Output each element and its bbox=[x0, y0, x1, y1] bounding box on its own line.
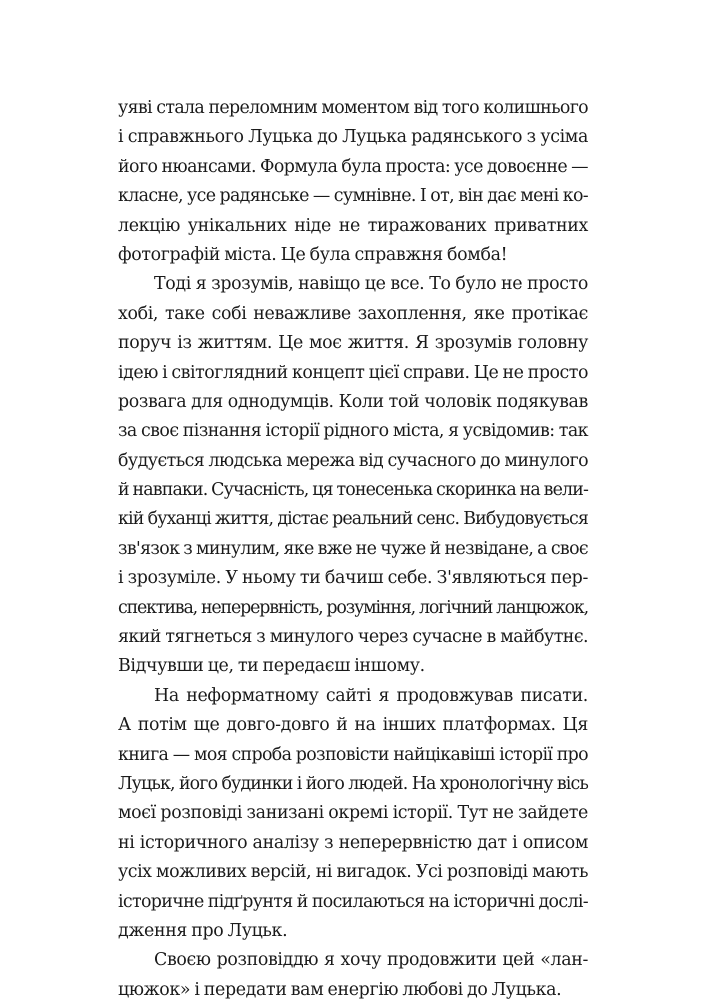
paragraph-4 bbox=[118, 946, 588, 1005]
text-line: На неформатному сайті я продовжував писати. bbox=[154, 685, 588, 706]
text-line: і справжнього Луцька до Луцька радянського з усіма bbox=[118, 127, 588, 148]
text-line: книга — моя спроба розповісти найцікавіші історії про bbox=[118, 744, 588, 765]
text-line: ідею і світоглядний концепт цієї справи. Це не просто bbox=[118, 362, 588, 383]
text-line: усіх можливих версій, ні вигадок. Усі розповіді мають bbox=[118, 862, 588, 883]
text-line: Луцьк, його будинки і його людей. На хронологічну вісь bbox=[118, 773, 588, 794]
text-line: дження про Луцьк. bbox=[118, 920, 288, 941]
text-line: будується людська мережа від сучасного до минулого bbox=[118, 450, 588, 471]
text-line: який тягнеться з минулого через сучасне в майбутнє. bbox=[118, 627, 588, 648]
text-line: фотографій міста. Це була справжня бомба! bbox=[118, 244, 508, 265]
paragraph-1 bbox=[118, 94, 588, 270]
text-line: історичне підґрунтя й посилаються на історичні дослі- bbox=[118, 891, 588, 912]
text-line: Своєю розповіддю я хочу продовжити цей «лан- bbox=[154, 950, 588, 971]
text-line: його нюансами. Формула була проста: усе довоєнне — bbox=[118, 156, 588, 177]
text-line: спектива, неперервність, розуміння, логічний ланцюжок, bbox=[118, 597, 588, 618]
text-line: уяві стала переломним моментом від того колишнього bbox=[118, 98, 588, 118]
text-line: Тоді я зрозумів, навіщо це все. То було не просто bbox=[154, 274, 588, 295]
body-text bbox=[118, 94, 588, 1005]
text-line: моєї розповіді занизані окремі історії. Тут не зайдете bbox=[118, 803, 588, 824]
text-line: й навпаки. Сучасність, ця тонесенька скоринка на вели- bbox=[118, 480, 588, 501]
text-line: ні історичного аналізу з неперервністю дат і описом bbox=[118, 832, 588, 853]
text-line: лекцію унікальних ніде не тиражованих приватних bbox=[118, 215, 588, 236]
paragraph-3 bbox=[118, 682, 588, 947]
text-line: зв'язок з минулим, яке вже не чуже й незвідане, а своє bbox=[118, 538, 588, 559]
text-line: і зрозуміле. У ньому ти бачиш себе. З'являються пер- bbox=[118, 568, 588, 589]
text-line: класне, усе радянське — сумнівне. І от, він дає мені ко- bbox=[118, 186, 588, 207]
text-line: розвага для однодумців. Коли той чоловік подякував bbox=[118, 391, 588, 412]
paragraph-2 bbox=[118, 270, 588, 681]
text-line: цюжок» і передати вам енергію любові до Луцька. bbox=[118, 979, 562, 1000]
text-line: хобі, таке собі неважливе захоплення, яке протікає bbox=[118, 303, 588, 324]
text-line: за своє пізнання історії рідного міста, я усвідомив: так bbox=[118, 421, 588, 442]
text-line: кій буханці життя, дістає реальний сенс. Вибудовується bbox=[118, 509, 588, 530]
text-line: Відчувши це, ти передаєш іншому. bbox=[118, 656, 425, 677]
text-line: поруч із життям. Це моє життя. Я зрозумів головну bbox=[118, 333, 588, 354]
text-line: А потім ще довго-довго й на інших платформах. Ця bbox=[118, 715, 588, 736]
